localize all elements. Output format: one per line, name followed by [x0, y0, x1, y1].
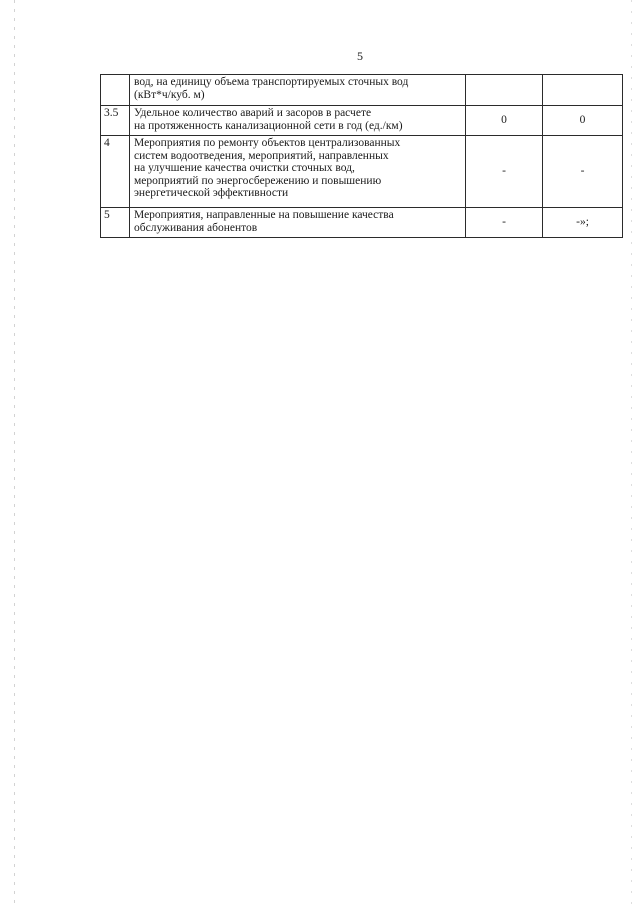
description-line: энергетической эффективности [134, 187, 289, 200]
description-line: на улучшение качества очистки сточных вод, [134, 162, 355, 175]
value-cell-1 [466, 75, 543, 106]
value-cell-2 [543, 75, 623, 106]
row-number: 3.5 [101, 106, 130, 136]
description-line: обслуживания абонентов [134, 221, 258, 234]
value-cell-1: 0 [466, 106, 543, 136]
description-line: Мероприятия, направленные на повышение качества [134, 209, 394, 221]
page-number: 5 [357, 49, 363, 63]
description-line: Мероприятия по ремонту объектов централизованных [134, 137, 401, 149]
description-line: вод, на единицу объема транспортируемых сточных вод [134, 76, 409, 88]
description-line: мероприятий по энергосбережению и повышению [134, 174, 382, 187]
value-cell-2: -»; [543, 208, 623, 238]
indicators-table [100, 74, 623, 238]
table-row [101, 208, 623, 238]
value-cell-2: 0 [543, 106, 623, 136]
table-row [101, 136, 623, 208]
value-cell-2: - [543, 136, 623, 208]
value-cell-1: - [466, 136, 543, 208]
row-description [130, 208, 466, 238]
row-number: 4 [101, 136, 130, 208]
row-description [130, 106, 466, 136]
value-cell-1: - [466, 208, 543, 238]
table-row [101, 75, 623, 106]
row-number: 5 [101, 208, 130, 238]
description-line: на протяженность канализационной сети в год (ед./км) [134, 119, 403, 132]
row-number [101, 75, 130, 106]
description-line: (кВт*ч/куб. м) [134, 88, 205, 101]
scan-artifact-right [631, 0, 632, 905]
row-description [130, 75, 466, 106]
scan-artifact-left [14, 0, 15, 905]
description-line: систем водоотведения, мероприятий, направленных [134, 149, 389, 162]
description-line: Удельное количество аварий и засоров в расчете [134, 107, 372, 119]
row-description [130, 136, 466, 208]
table-row [101, 106, 623, 136]
